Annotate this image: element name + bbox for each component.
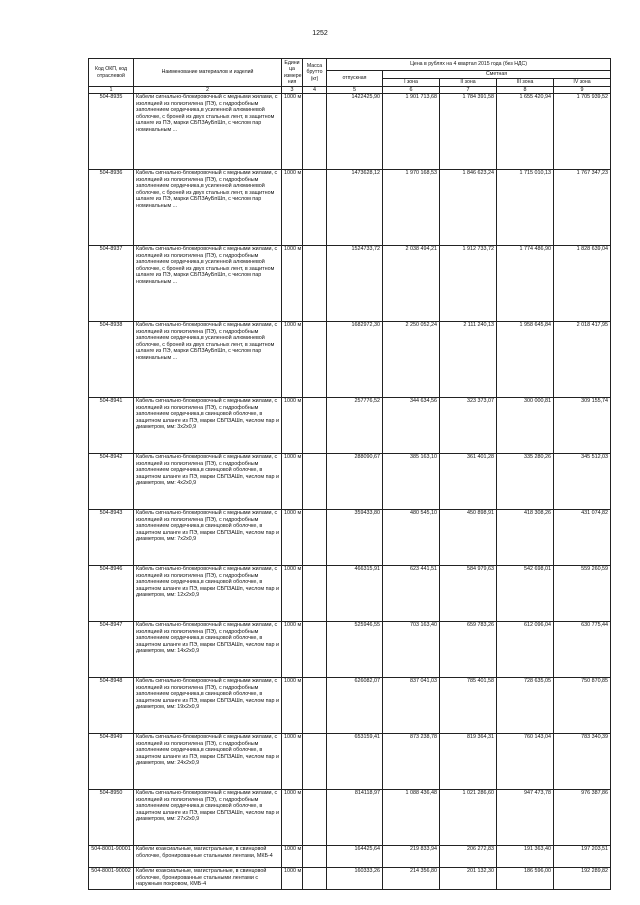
row-zone3-price: 418 308,26 [497, 510, 554, 566]
row-zone4-price: 192 289,82 [554, 868, 611, 890]
row-zone2-price: 1 846 623,24 [440, 170, 497, 246]
row-release-price: 257776,52 [327, 398, 383, 454]
row-unit: 1000 м [282, 566, 303, 622]
row-code: 504-8948 [89, 678, 134, 734]
table-row [89, 454, 611, 510]
row-name: Кабель сигнально-блокировочный с медными жилами, с изоляцией из полиэтилена (ПЭ), с гидрофобным заполнением сердечника,в свинцовой оболочке, в защитном шланге из ПЭ, марки СБПЗАШп, числом пар и диаметром, мм: 14х2х0,9 [134, 622, 282, 678]
column-index: 5 [327, 87, 383, 94]
row-release-price: 525946,55 [327, 622, 383, 678]
row-zone3-price: 300 000,81 [497, 398, 554, 454]
row-release-price: 653159,41 [327, 734, 383, 790]
row-zone2-price: 323 373,07 [440, 398, 497, 454]
row-zone4-price: 783 340,39 [554, 734, 611, 790]
row-zone1-price: 480 545,10 [383, 510, 440, 566]
row-zone4-price: 976 387,86 [554, 790, 611, 846]
row-zone4-price: 630 775,44 [554, 622, 611, 678]
row-code: 504-8947 [89, 622, 134, 678]
row-zone4-price: 559 260,59 [554, 566, 611, 622]
row-zone2-price: 201 132,30 [440, 868, 497, 890]
row-name: Кабели коаксиальные, магистральные, в свинцовой оболочке, бронированные стальными лентами с наружным покровом, КМБ-4 [134, 868, 282, 890]
row-unit: 1000 м [282, 734, 303, 790]
row-zone1-price: 873 238,78 [383, 734, 440, 790]
row-release-price: 160333,26 [327, 868, 383, 890]
row-mass [303, 398, 327, 454]
row-name: Кабель сигнально-блокировочный с медными жилами, с изоляцией из полиэтилена (ПЭ), с гидрофобным заполнением сердечника,в свинцовой оболочке, в защитном шланге из ПЭ, марки СБПЗАШп, числом пар и диаметром, мм: 24х2х0,9 [134, 734, 282, 790]
row-zone4-price: 345 512,03 [554, 454, 611, 510]
page-number: 1252 [312, 30, 328, 37]
row-name: Кабель сигнально-блокировочный с медными жилами, с изоляцией из полиэтилена (ПЭ), с гидрофобным заполнением сердечника,в свинцовой оболочке, в защитном шланге из ПЭ, марки СБПЗАШп, числом пар и диаметром, мм: 12х2х0,9 [134, 566, 282, 622]
row-name: Кабели коаксиальные, магистральные, в свинцовой оболочке, бронированные стальными лентами, МКБ-4 [134, 846, 282, 868]
row-name: Кабель сигнально-блокировочный с медными жилами, с изоляцией из полиэтилена (ПЭ), с гидрофобным заполнением сердечника,в свинцовой оболочке, в защитном шланге из ПЭ, марки СБПЗАШп, числом пар и диаметром, мм: 7х2х0,9 [134, 510, 282, 566]
column-index: 1 [89, 87, 134, 94]
row-release-price: 466315,91 [327, 566, 383, 622]
row-zone3-price: 728 635,05 [497, 678, 554, 734]
row-zone4-price: 431 074,82 [554, 510, 611, 566]
row-name: Кабель сигнально-блокировочный с медными жилами, с изоляцией из полиэтилена (ПЭ), с гидрофобным заполнением сердечника,в свинцовой оболочке, в защитном шланге из ПЭ, марки СБПЗАШп, числом пар и диаметром, мм: 4х2х0,9 [134, 454, 282, 510]
header-zone2: II зона [440, 79, 497, 87]
column-index: 4 [303, 87, 327, 94]
row-zone1-price: 1 901 713,68 [383, 94, 440, 170]
row-zone3-price: 191 363,40 [497, 846, 554, 868]
table-row [89, 678, 611, 734]
row-zone2-price: 2 111 240,13 [440, 322, 497, 398]
row-mass [303, 846, 327, 868]
row-release-price: 626082,07 [327, 678, 383, 734]
table-row [89, 398, 611, 454]
row-zone1-price: 2 038 494,21 [383, 246, 440, 322]
row-zone4-price: 197 203,51 [554, 846, 611, 868]
header-code: Код ОКП, код отраслевой [89, 59, 134, 87]
row-unit: 1000 м [282, 94, 303, 170]
row-unit: 1000 м [282, 322, 303, 398]
row-zone2-price: 1 784 391,58 [440, 94, 497, 170]
row-name: Кабели сигнально-блокировочный с медными жилами, с изоляцией из полиэтилена (ПЭ), с гидрофобным заполнением сердечника,в усиленной алюминевой оболочке, с броней из двух стальных лент, в защитном шланге из ПЭ, марки СБПЗАуБпШп, с числом пар номинальным ... [134, 94, 282, 170]
row-release-price: 814118,97 [327, 790, 383, 846]
row-release-price: 164425,64 [327, 846, 383, 868]
row-mass [303, 246, 327, 322]
row-zone3-price: 186 596,00 [497, 868, 554, 890]
row-code: 504-8946 [89, 566, 134, 622]
row-code: 504-8941 [89, 398, 134, 454]
row-code: 504-8001-90002 [89, 868, 134, 890]
table-row [89, 170, 611, 246]
row-release-price: 288090,67 [327, 454, 383, 510]
row-zone1-price: 219 833,94 [383, 846, 440, 868]
row-zone4-price: 1 828 639,04 [554, 246, 611, 322]
row-unit: 1000 м [282, 622, 303, 678]
row-zone1-price: 344 634,56 [383, 398, 440, 454]
row-zone3-price: 1 655 420,94 [497, 94, 554, 170]
row-zone2-price: 1 912 733,72 [440, 246, 497, 322]
header-zone4: IV зона [554, 79, 611, 87]
row-zone3-price: 1 958 645,84 [497, 322, 554, 398]
row-zone3-price: 542 698,01 [497, 566, 554, 622]
row-zone4-price: 750 870,85 [554, 678, 611, 734]
row-zone3-price: 760 143,04 [497, 734, 554, 790]
row-zone1-price: 837 041,03 [383, 678, 440, 734]
header-price-group: Цена в рублях на 4 квартал 2015 года (без НДС) [327, 59, 611, 71]
table-row [89, 846, 611, 868]
row-zone2-price: 1 021 286,60 [440, 790, 497, 846]
row-zone3-price: 947 473,78 [497, 790, 554, 846]
row-zone2-price: 206 272,83 [440, 846, 497, 868]
table-row [89, 94, 611, 170]
row-zone3-price: 1 774 486,90 [497, 246, 554, 322]
row-name: Кабель сигнально-блокировочный с медными жилами, с изоляцией из полиэтилена (ПЭ), с гидрофобным заполнением сердечника,в свинцовой оболочке, в защитном шланге из ПЭ, марки СБПЗАШп, числом пар и диаметром, мм: 19х2х0,9 [134, 678, 282, 734]
row-code: 504-8937 [89, 246, 134, 322]
row-release-price: 359433,80 [327, 510, 383, 566]
row-code: 504-8936 [89, 170, 134, 246]
row-code: 504-8943 [89, 510, 134, 566]
row-name: Кабель сигнально-блокировочный с медными жилами, с изоляцией из полиэтилена (ПЭ), с гидрофобным заполнением сердечника,в усиленной алюминевой оболочке, с броней из двух стальных лент, в защитном шланге из ПЭ, марки СБПЗАуБпШп, с числом пар номинальным ... [134, 322, 282, 398]
row-mass [303, 790, 327, 846]
row-zone1-price: 385 163,10 [383, 454, 440, 510]
row-release-price: 1422425,90 [327, 94, 383, 170]
row-code: 504-8942 [89, 454, 134, 510]
row-unit: 1000 м [282, 454, 303, 510]
row-mass [303, 868, 327, 890]
table-row [89, 734, 611, 790]
row-mass [303, 678, 327, 734]
table-row [89, 566, 611, 622]
row-mass [303, 622, 327, 678]
row-mass [303, 94, 327, 170]
row-code: 504-8935 [89, 94, 134, 170]
row-zone1-price: 623 441,51 [383, 566, 440, 622]
header-mass: Масса брутто (кг) [303, 59, 327, 87]
row-zone1-price: 1 970 168,53 [383, 170, 440, 246]
row-code: 504-8949 [89, 734, 134, 790]
price-table [88, 58, 611, 890]
table-row [89, 790, 611, 846]
table-row [89, 868, 611, 890]
row-zone4-price: 1 705 939,52 [554, 94, 611, 170]
row-unit: 1000 м [282, 398, 303, 454]
row-name: Кабель сигнально-блокировочный с медными жилами, с изоляцией из полиэтилена (ПЭ), с гидрофобным заполнением сердечника,в свинцовой оболочке, в защитном шланге из ПЭ, марки СБПЗАШп, числом пар и диаметром, мм: 27х2х0,9 [134, 790, 282, 846]
row-zone2-price: 785 401,58 [440, 678, 497, 734]
row-unit: 1000 м [282, 868, 303, 890]
row-release-price: 1524733,72 [327, 246, 383, 322]
row-zone2-price: 361 401,28 [440, 454, 497, 510]
column-index: 8 [497, 87, 554, 94]
row-mass [303, 170, 327, 246]
row-mass [303, 454, 327, 510]
row-release-price: 1682972,30 [327, 322, 383, 398]
header-zone1: I зона [383, 79, 440, 87]
column-index: 3 [282, 87, 303, 94]
table-row [89, 622, 611, 678]
row-mass [303, 566, 327, 622]
row-unit: 1000 м [282, 246, 303, 322]
row-zone2-price: 659 783,26 [440, 622, 497, 678]
row-mass [303, 322, 327, 398]
header-release: отпускная [327, 71, 383, 87]
row-zone3-price: 335 280,26 [497, 454, 554, 510]
row-zone1-price: 703 163,40 [383, 622, 440, 678]
column-index: 9 [554, 87, 611, 94]
row-unit: 1000 м [282, 678, 303, 734]
table-row [89, 322, 611, 398]
row-release-price: 1473628,12 [327, 170, 383, 246]
row-name: Кабель сигнально-блокировочный с медными жилами, с изоляцией из полиэтилена (ПЭ), с гидрофобным заполнением сердечника,в свинцовой оболочке, в защитном шланге из ПЭ, марки СБПЗАШп, числом пар и диаметром, мм: 3х2х0,9 [134, 398, 282, 454]
column-index-row [89, 87, 611, 94]
row-name: Кабель сигнально-блокировочный с медными жилами, с изоляцией из полиэтилена (ПЭ), с гидрофобным заполнением сердечника,в усиленной алюминевой оболочке, с броней из двух стальных лент, в защитном шланге из ПЭ, марки СБПЗАуБпШп, с числом пар номинальным ... [134, 170, 282, 246]
column-index: 6 [383, 87, 440, 94]
row-name: Кабель сигнально-блокировочный с медными жилами, с изоляцией из полиэтилена (ПЭ), с гидрофобным заполнением сердечника,в усиленной алюминевой оболочке, с броней из двух стальных лент, в защитном шланге из ПЭ, марки СБПЗАуБпШп, с числом пар номинальным ... [134, 246, 282, 322]
row-unit: 1000 м [282, 170, 303, 246]
row-zone1-price: 1 088 436,48 [383, 790, 440, 846]
header-zone3: III зона [497, 79, 554, 87]
table-row [89, 246, 611, 322]
column-index: 2 [134, 87, 282, 94]
table-row [89, 510, 611, 566]
row-code: 504-8001-90001 [89, 846, 134, 868]
row-mass [303, 734, 327, 790]
row-zone2-price: 819 364,31 [440, 734, 497, 790]
row-zone3-price: 1 715 010,13 [497, 170, 554, 246]
header-name: Наименование материалов и изделий [134, 59, 282, 87]
row-zone3-price: 612 096,04 [497, 622, 554, 678]
row-code: 504-8938 [89, 322, 134, 398]
column-index: 7 [440, 87, 497, 94]
row-unit: 1000 м [282, 846, 303, 868]
header-unit: Едини ца измере ния [282, 59, 303, 87]
row-zone4-price: 309 155,74 [554, 398, 611, 454]
row-unit: 1000 м [282, 790, 303, 846]
row-zone4-price: 1 767 347,23 [554, 170, 611, 246]
header-estimate: Сметная [383, 71, 611, 79]
row-unit: 1000 м [282, 510, 303, 566]
row-zone2-price: 450 898,91 [440, 510, 497, 566]
row-zone4-price: 2 018 417,95 [554, 322, 611, 398]
row-zone2-price: 584 979,63 [440, 566, 497, 622]
row-zone1-price: 2 250 052,24 [383, 322, 440, 398]
row-zone1-price: 214 356,80 [383, 868, 440, 890]
row-mass [303, 510, 327, 566]
row-code: 504-8950 [89, 790, 134, 846]
